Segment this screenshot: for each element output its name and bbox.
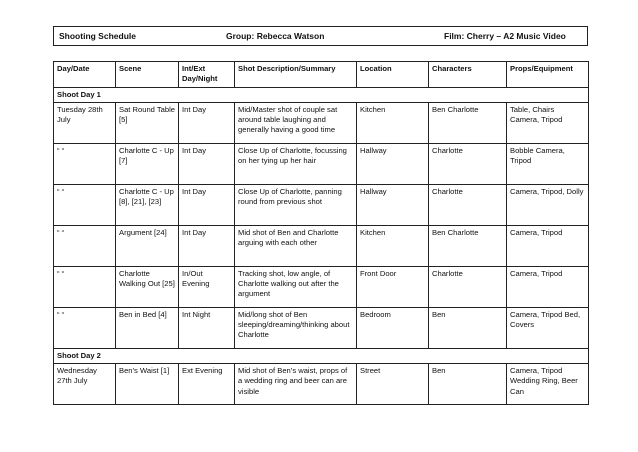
cell-scene: Sat Round Table [5] xyxy=(116,102,179,143)
cell-description: Mid shot of Ben and Charlotte arguing with each other xyxy=(235,225,357,266)
cell-location: Kitchen xyxy=(357,225,429,266)
col-location: Location xyxy=(357,62,429,88)
cell-location: Hallway xyxy=(357,184,429,225)
col-day-date: Day/Date xyxy=(54,62,116,88)
col-scene: Scene xyxy=(116,62,179,88)
column-header-row xyxy=(54,62,589,88)
cell-int-ext: Int Day xyxy=(179,184,235,225)
table-row xyxy=(54,364,589,405)
cell-description: Close Up of Charlotte, focussing on her tying up her hair xyxy=(235,143,357,184)
cell-description: Mid/Master shot of couple sat around table laughing and generally having a good time xyxy=(235,102,357,143)
cell-props: Bobble Camera, Tripod xyxy=(507,143,589,184)
cell-location: Kitchen xyxy=(357,102,429,143)
cell-location: Front Door xyxy=(357,266,429,307)
cell-description: Mid shot of Ben’s waist, props of a wedding ring and beer can are visible xyxy=(235,364,357,405)
cell-props: Camera, Tripod, Dolly xyxy=(507,184,589,225)
cell-characters: Ben xyxy=(429,364,507,405)
cell-props: Camera, Tripod Bed, Covers xyxy=(507,307,589,348)
cell-scene: Argument [24] xyxy=(116,225,179,266)
cell-int-ext: Int Night xyxy=(179,307,235,348)
table-row xyxy=(54,143,589,184)
header-group: Group: Rebecca Watson xyxy=(226,31,325,41)
cell-int-ext: Int Day xyxy=(179,225,235,266)
cell-int-ext: Int Day xyxy=(179,102,235,143)
cell-scene: Ben in Bed [4] xyxy=(116,307,179,348)
table-row xyxy=(54,225,589,266)
table-row xyxy=(54,266,589,307)
cell-date: Wednesday 27th July xyxy=(54,364,116,405)
cell-characters: Ben Charlotte xyxy=(429,225,507,266)
cell-characters: Ben Charlotte xyxy=(429,102,507,143)
col-shot-description: Shot Description/Summary xyxy=(235,62,357,88)
cell-characters: Ben xyxy=(429,307,507,348)
schedule-header xyxy=(53,26,588,46)
cell-scene: Charlotte C - Up [7] xyxy=(116,143,179,184)
shoot-day-label: Shoot Day 2 xyxy=(54,348,589,363)
table-row xyxy=(54,184,589,225)
cell-scene: Charlotte Walking Out [25] xyxy=(116,266,179,307)
cell-int-ext: Ext Evening xyxy=(179,364,235,405)
cell-props: Camera, Tripod xyxy=(507,266,589,307)
table-row xyxy=(54,102,589,143)
header-title: Shooting Schedule xyxy=(59,31,136,41)
cell-date: “ “ xyxy=(54,143,116,184)
cell-scene: Charlotte C - Up [8], [21], [23] xyxy=(116,184,179,225)
cell-date: “ “ xyxy=(54,184,116,225)
cell-date: “ “ xyxy=(54,307,116,348)
cell-props: Table, Chairs Camera, Tripod xyxy=(507,102,589,143)
day-header-row xyxy=(54,348,589,363)
cell-description: Tracking shot, low angle, of Charlotte walking out after the argument xyxy=(235,266,357,307)
cell-location: Bedroom xyxy=(357,307,429,348)
col-int-ext: Int/Ext Day/Night xyxy=(179,62,235,88)
cell-description: Close Up of Charlotte, panning round from previous shot xyxy=(235,184,357,225)
cell-characters: Charlotte xyxy=(429,143,507,184)
cell-date: “ “ xyxy=(54,266,116,307)
col-props: Props/Equipment xyxy=(507,62,589,88)
cell-location: Hallway xyxy=(357,143,429,184)
cell-description: Mid/long shot of Ben sleeping/dreaming/thinking about Charlotte xyxy=(235,307,357,348)
col-characters: Characters xyxy=(429,62,507,88)
cell-characters: Charlotte xyxy=(429,266,507,307)
cell-location: Street xyxy=(357,364,429,405)
cell-props: Camera, Tripod xyxy=(507,225,589,266)
cell-date: Tuesday 28th July xyxy=(54,102,116,143)
table-row xyxy=(54,307,589,348)
day-header-row xyxy=(54,87,589,102)
header-film: Film: Cherry – A2 Music Video xyxy=(444,31,566,41)
shoot-day-label: Shoot Day 1 xyxy=(54,87,589,102)
cell-int-ext: Int Day xyxy=(179,143,235,184)
cell-characters: Charlotte xyxy=(429,184,507,225)
cell-scene: Ben’s Waist [1] xyxy=(116,364,179,405)
cell-int-ext: In/Out Evening xyxy=(179,266,235,307)
cell-date: “ “ xyxy=(54,225,116,266)
shooting-schedule-table xyxy=(53,61,589,405)
cell-props: Camera, Tripod Wedding Ring, Beer Can xyxy=(507,364,589,405)
